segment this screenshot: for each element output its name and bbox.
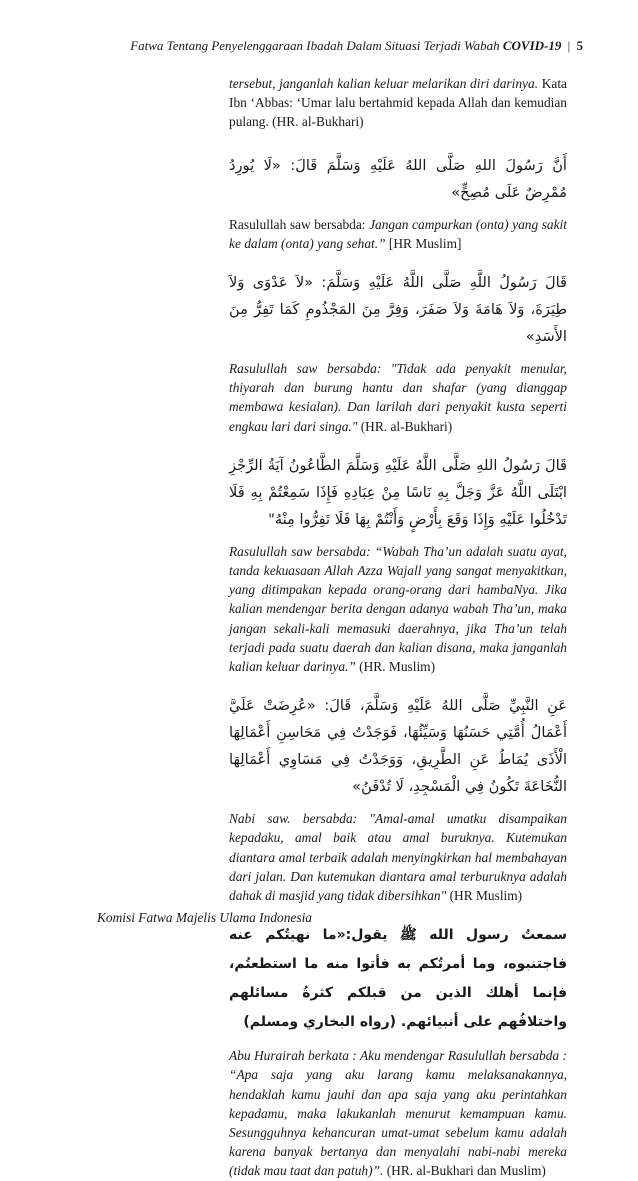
- page-footer: Komisi Fatwa Majelis Ulama Indonesia: [97, 910, 312, 925]
- hadith-5-quote: Abu Hurairah berkata : Aku mendengar Rasulullah bersabda : “Apa saja yang aku larang kamu melaksanakannya, hendaklah kamu jauhi dan apa saja yang aku perintahkan kepadamu, maka lakukanlah menurut kemampuan kamu. Sesungguhnya kehancuran umat-umat sebelum kamu adalah karena banyak bertanya dan menyalahi nabi-nabi mereka (tidak mau taat dan patuh)”.: [229, 1048, 567, 1179]
- hadith-3-translation: [229, 542, 567, 676]
- hadith-1-lead: Rasulullah saw bersabda:: [229, 216, 370, 232]
- running-header: [100, 38, 583, 54]
- page-number: 5: [576, 38, 583, 53]
- page-content: [229, 74, 567, 1181]
- header-title: Fatwa Tentang Penyelenggaraan Ibadah Dalam Situasi Terjadi Wabah: [130, 38, 500, 53]
- hadith-1-translation: [229, 215, 567, 253]
- hadith-5-source: (HR. al-Bukhari dan Muslim): [383, 1163, 546, 1179]
- hadith-4-arabic: عَنِ النَّبِيِّ صَلَّى اللهُ عَلَيْهِ وَسَلَّمَ، قَالَ: «عُرِضَتْ عَلَيَّ أَعْمَالُ أُمَّتِي حَسَنُهَا وَسَيِّئُهَا، فَوَجَدْتُ فِي مَحَاسِنِ أَعْمَالِهَا الْأَذَى يُمَاطُ عَنِ الطَّرِيقِ، وَوَجَدْتُ فِي مَسَاوِي أَعْمَالِهَا النُّخَاعَةَ تَكُونُ فِي الْمَسْجِدِ، لَا تُدْفَنُ»: [229, 697, 567, 796]
- hadith-3-arabic: قَالَ رَسُولُ اللهِ صَلَّى اللَّهُ عَلَيْهِ وَسَلَّمَ الطَّاعُونُ آيَةُ الرِّجْزِ ابْتَلَى اللَّهُ عَزَّ وَجَلَّ بِهِ نَاسًا مِنْ عِبَادِهِ فَإِذَا سَمِعْتُمْ بِهِ فَلَا تَدْخُلُوا عَلَيْهِ وَإِذَا وَقَعَ بِأَرْضٍ وَأَنْتُمْ بِهَا فَلَا تَفِرُّوا مِنْهُ": [229, 456, 567, 528]
- header-title-bold: COVID-19: [502, 38, 562, 53]
- intro-paragraph: [229, 74, 567, 132]
- hadith-5-arabic: سمعتُ رسول الله ﷺ يقول:«ما نهيتُكم عنه فاجتنبوه، وما أمرتُكم به فأتوا منه ما استطعتُم، فإنما أهلك الذين من قبلكم كثرةُ مسائلهم واختلافُهم على أنبيائهم. (رواه البخاري ومسلم): [229, 927, 567, 1031]
- hadith-2-quote: Rasulullah saw bersabda: "Tidak ada penyakit menular, thiyarah dan burung hantu dan shafar (yang dianggap membawa kesialan). Dan larilah dari penyakit kusta seperti engkau lari dari singa.": [229, 361, 567, 434]
- hadith-3-source: (HR. Muslim): [355, 659, 436, 675]
- hadith-3-quote: Rasulullah saw bersabda: “Wabah Tha’un adalah suatu ayat, tanda kekuasaan Allah Azza Wajall yang sangat menyakitkan, yang ditimpakan kepada orang-orang dari hambaNya. Jika kalian mendengar berita dengan adanya wabah Tha’un, maka jangan sekali-kali memasuki daerahnya, jika Tha’un telah terjadi pada suatu daerah dan kalian disana, maka janganlah kalian keluar darinya.”: [229, 543, 567, 675]
- intro-normal: Kata Ibn ‘Abbas: ‘Umar lalu bertahmid kepada Allah dan kemudian pulang. (HR. al-Bukhari): [229, 76, 567, 130]
- hadith-1-quote: Jangan campurkan (onta) yang sakit ke dalam (onta) yang sehat.”: [229, 216, 567, 251]
- hadith-2-arabic: قَالَ رَسُولُ اللَّهِ صَلَّى اللَّهُ عَلَيْهِ وَسَلَّمَ: «لاَ عَدْوَى وَلاَ طِيَرَةَ، وَلاَ هَامَةَ وَلاَ صَفَرَ، وَفِرَّ مِنَ المَجْذُومِ كَمَا تَفِرُّ مِنَ الأَسَدِ»: [229, 274, 567, 346]
- hadith-5-translation: [229, 1046, 567, 1180]
- hadith-1-arabic: أَنَّ رَسُولَ اللهِ صَلَّى اللهُ عَلَيْهِ وَسَلَّمَ قَالَ: «لَا يُورِدُ مُمْرِضٌ عَلَى مُصِحٍّ»: [229, 156, 567, 201]
- hadith-4-source: (HR Muslim): [446, 888, 523, 904]
- hadith-2-source: (HR. al-Bukhari): [357, 418, 453, 434]
- hadith-1-source: [HR Muslim]: [385, 235, 462, 251]
- hadith-2-translation: [229, 359, 567, 436]
- hadith-4-translation: [229, 809, 567, 905]
- header-separator: |: [567, 38, 571, 53]
- hadith-4-quote: Nabi saw. bersabda: "Amal-amal umatku disampaikan kepadaku, amal baik atau amal buruknya. Kutemukan diantara amal terbaik adalah menyingkirkan hal membahayan dari jalan. Dan kutemukan diantara amal terburuknya adalah dahak di masjid yang tidak dibersihkan": [229, 811, 567, 904]
- intro-italic: tersebut, janganlah kalian keluar melarikan diri darinya.: [229, 76, 539, 91]
